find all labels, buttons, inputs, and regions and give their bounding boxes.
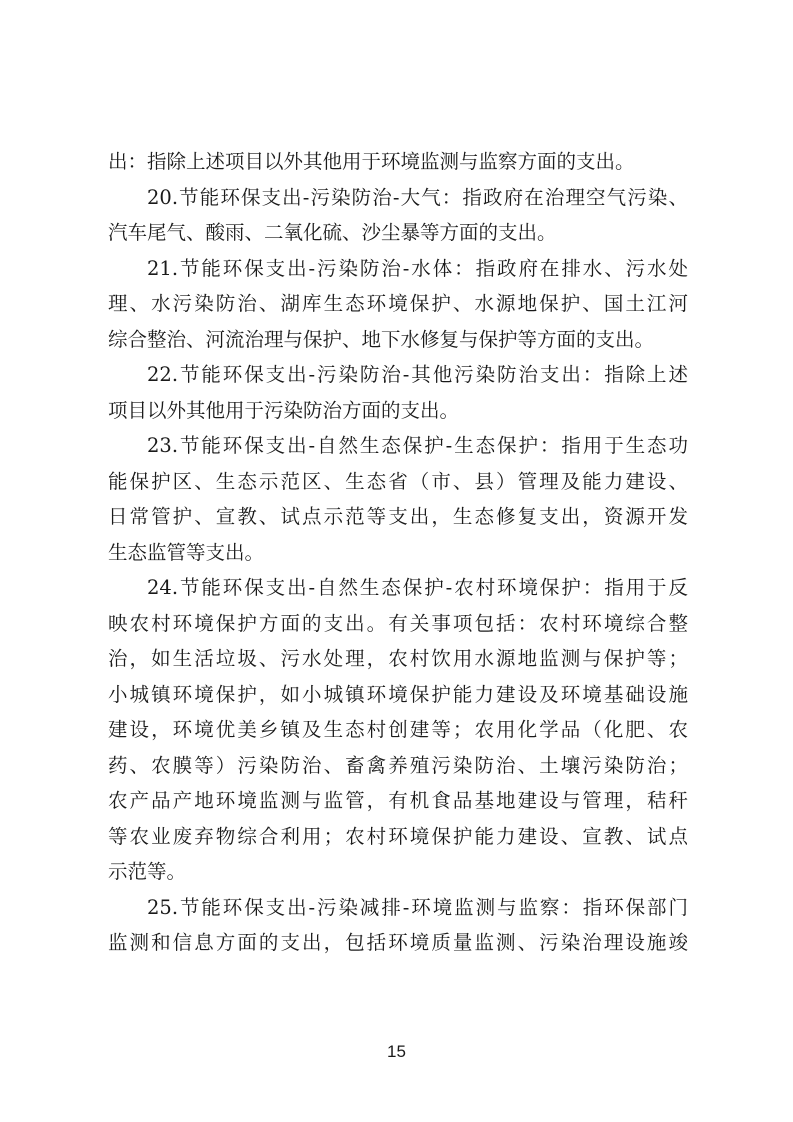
- text-line: 建设，环境优美乡镇及生态村创建等；农用化学品（化肥、农: [108, 718, 688, 741]
- text-line: 项目以外其他用于污染防治方面的支出。: [108, 398, 460, 422]
- text-line: 日常管护、宣教、试点示范等支出，生态修复支出，资源开发: [108, 505, 688, 528]
- text-line: 等农业废弃物综合利用；农村环境保护能力建设、宣教、试点: [108, 824, 688, 848]
- text-line: 治，如生活垃圾、污水处理，农村饮用水源地监测与保护等；: [108, 647, 688, 670]
- text-line: 示范等。: [108, 860, 187, 883]
- paragraph-item-25: [108, 890, 688, 961]
- text-line: 20.节能环保支出-污染防治-大气：指政府在治理空气污染、: [147, 185, 688, 209]
- text-line: 药、农膜等）污染防治、畜禽养殖污染防治、土壤污染防治；: [108, 753, 688, 777]
- paragraph-item-24: [108, 570, 688, 890]
- text-line: 小城镇环境保护，如小城镇环境保护能力建设及环境基础设施: [108, 682, 688, 706]
- paragraph-item-20: [108, 180, 688, 251]
- paragraph-p19-tail: [108, 144, 688, 180]
- text-line: 理、水污染防治、湖库生态环境保护、水源地保护、国土江河: [108, 292, 688, 315]
- text-line: 24.节能环保支出-自然生态保护-农村环境保护：指用于反: [147, 576, 688, 599]
- text-line: 综合整治、河流治理与保护、地下水修复与保护等方面的支出。: [108, 327, 655, 351]
- body-text: [108, 144, 688, 961]
- text-line: 映农村环境保护方面的支出。有关事项包括：农村环境综合整: [108, 611, 688, 635]
- text-line: 汽车尾气、酸雨、二氧化硫、沙尘暴等方面的支出。: [108, 221, 557, 244]
- text-line: 生态监管等支出。: [108, 540, 265, 564]
- text-line: 监测和信息方面的支出，包括环境质量监测、污染治理设施竣: [108, 931, 688, 954]
- text-line: 出：指除上述项目以外其他用于环境监测与监察方面的支出。: [108, 150, 635, 173]
- paragraph-item-21: [108, 251, 688, 358]
- text-line: 23.节能环保支出-自然生态保护-生态保护：指用于生态功: [147, 434, 688, 457]
- paragraph-item-23: [108, 428, 688, 570]
- page-number: 15: [387, 1042, 406, 1061]
- text-line: 农产品产地环境监测与监管，有机食品基地建设与管理，秸秆: [108, 789, 688, 812]
- text-line: 21.节能环保支出-污染防治-水体：指政府在排水、污水处: [147, 256, 688, 280]
- paragraph-item-22: [108, 357, 688, 428]
- text-line: 能保护区、生态示范区、生态省（市、县）管理及能力建设、: [108, 469, 688, 493]
- text-line: 25.节能环保支出-污染减排-环境监测与监察：指环保部门: [147, 895, 688, 919]
- text-line: 22.节能环保支出-污染防治-其他污染防治支出：指除上述: [147, 363, 688, 386]
